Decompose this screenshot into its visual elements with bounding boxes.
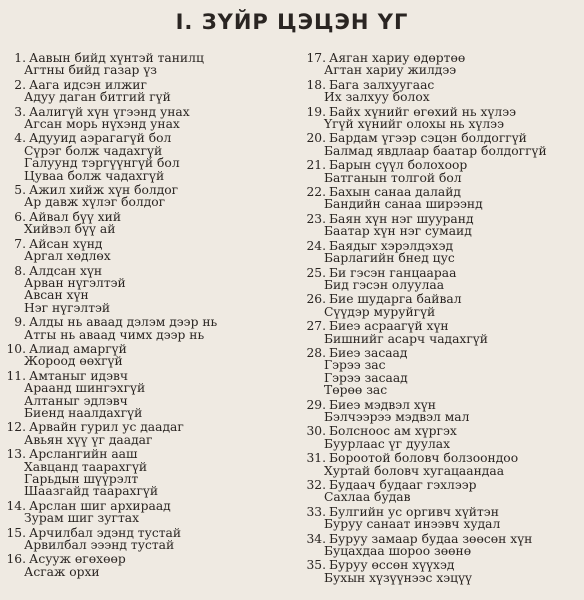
proverb-line — [6, 485, 288, 497]
page-title: I. ЗҮЙР ЦЭЦЭН ҮГ — [175, 10, 409, 34]
proverb-text: Биеэ мэдвэл хүн — [329, 397, 436, 412]
proverb-text: Их залхуу болох — [324, 90, 430, 105]
proverb-entry — [6, 316, 288, 341]
proverb-text: Алтаныг эдлэвч — [24, 393, 128, 408]
proverb-line — [306, 572, 582, 584]
proverb-number: 26. — [306, 292, 326, 307]
proverb-text: Буцахдаа шороо зөөнө — [324, 544, 472, 559]
proverb-text: Адууид аэрагагүй бол — [29, 131, 172, 146]
proverb-line — [306, 252, 582, 264]
proverb-line — [306, 198, 582, 210]
proverb-text: Агтан хариу жилдээ — [324, 63, 457, 78]
proverb-entry — [306, 533, 582, 558]
proverb-text: Агсан морь нүхэнд унах — [24, 117, 180, 132]
proverb-entry — [6, 265, 288, 315]
proverb-text: Гэрээ засаад — [324, 370, 408, 385]
proverb-text: Батганын толгой бол — [324, 170, 462, 185]
proverb-text: Алиад амаргүй — [29, 341, 127, 356]
proverb-text: Адуу даган битгий гүй — [24, 90, 171, 105]
proverb-text: Аалигүй хүн үгээнд унах — [29, 104, 190, 119]
proverb-line — [306, 518, 582, 530]
proverb-text: Буурлаас үг дуулах — [324, 436, 451, 451]
proverb-text: Авсан хүн — [24, 288, 89, 303]
proverb-text: Сүүдэр муруйгүй — [324, 304, 436, 319]
proverb-entry — [6, 132, 288, 182]
proverb-line — [6, 407, 288, 419]
proverb-line — [6, 91, 288, 103]
proverb-text: Арчилбал эдэнд тустай — [29, 525, 182, 540]
proverb-text: Барын сүүл болохоор — [329, 158, 468, 173]
proverb-number: 15. — [6, 525, 26, 540]
proverb-text: Бороотой боловч болзоондоо — [329, 451, 519, 466]
proverb-text: Бага залхуугаас — [329, 77, 435, 92]
proverb-text: Будаач будааг гэхлээр — [329, 478, 477, 492]
proverb-number: 20. — [306, 131, 326, 146]
proverb-number: 25. — [306, 265, 326, 280]
proverb-line — [306, 118, 582, 130]
proverb-text: Айсан хүнд — [29, 236, 103, 251]
proverb-entry — [306, 159, 582, 184]
proverb-entry — [306, 293, 582, 318]
proverb-text: Баатар хүн нэг сумаид — [324, 224, 472, 239]
proverb-number: 29. — [306, 397, 326, 412]
proverb-text: Буруу өссөн хүүхэд — [329, 558, 455, 573]
proverb-number: 32. — [306, 478, 326, 492]
proverb-text: Галуунд тэргүүнгүй бол — [24, 156, 180, 171]
proverb-text: Барлагийн бнед цус — [324, 251, 455, 266]
proverb-entry — [306, 347, 582, 397]
proverb-line — [6, 355, 288, 367]
proverb-text: Агтны бийд газар үз — [24, 63, 157, 78]
proverb-number: 13. — [6, 447, 26, 462]
proverb-line — [6, 566, 288, 578]
proverb-entry — [306, 559, 582, 584]
proverb-entry — [6, 527, 288, 552]
proverb-text: Асууж өгөхөөр — [29, 552, 126, 567]
proverb-entry — [6, 343, 288, 368]
proverb-text: Буруу замаар будаа зөөсөн хүн — [329, 531, 533, 546]
proverb-entry — [6, 79, 288, 104]
proverb-number: 30. — [306, 424, 326, 439]
proverb-text: Айвал бүү хий — [29, 209, 122, 224]
proverb-line — [306, 64, 582, 76]
proverb-text: Алды нь аваад дэлэм дээр нь — [29, 315, 218, 330]
proverb-text: Ар давж хүлэг болдог — [24, 195, 166, 210]
proverb-text: Араанд шингэхгүй — [24, 381, 146, 396]
proverb-entry — [306, 52, 582, 77]
proverb-text: Атгы нь аваад чимх дээр нь — [24, 327, 205, 342]
proverb-number: 7. — [14, 236, 26, 251]
proverb-number: 17. — [306, 51, 326, 65]
proverb-number: 2. — [14, 77, 26, 92]
proverb-number: 18. — [306, 77, 326, 92]
right-column — [306, 52, 582, 586]
proverb-text: Булгийн ус оргивч хүйтэн — [329, 504, 499, 519]
proverb-number: 9. — [14, 315, 26, 330]
proverb-line — [6, 196, 288, 208]
proverb-number: 14. — [6, 498, 26, 513]
proverb-number: 33. — [306, 504, 326, 519]
proverb-line — [306, 333, 582, 345]
proverb-line — [6, 118, 288, 130]
proverb-entry — [6, 184, 288, 209]
proverb-number: 16. — [6, 552, 26, 567]
proverb-text: Амтаныг идэвч — [29, 368, 129, 383]
proverb-line — [6, 64, 288, 76]
proverb-entry — [306, 506, 582, 531]
proverb-text: Асгаж орхи — [24, 564, 100, 579]
proverb-text: Бандийн санаа ширээнд — [324, 197, 483, 212]
proverb-line — [6, 223, 288, 235]
proverb-entry — [6, 106, 288, 131]
proverb-number: 31. — [306, 451, 326, 466]
proverb-line — [306, 91, 582, 103]
proverb-entry — [306, 425, 582, 450]
proverb-text: Аяган хариу өдөртөө — [329, 51, 466, 65]
proverb-text: Арван нүгэлтэй — [24, 275, 126, 290]
proverb-text: Аага идсэн илжиг — [29, 77, 147, 92]
proverb-text: Хийвэл бүү ай — [24, 222, 116, 237]
proverb-line — [306, 465, 582, 477]
proverb-number: 27. — [306, 319, 326, 334]
proverb-entry — [6, 370, 288, 420]
proverb-text: Зурам шиг зугтах — [24, 511, 140, 526]
proverb-line — [306, 279, 582, 291]
proverb-text: Бие шударга байвал — [329, 292, 462, 307]
proverb-line — [6, 512, 288, 524]
proverb-line — [6, 250, 288, 262]
proverb-number: 6. — [14, 209, 26, 224]
proverb-text: Алдсан хүн — [29, 263, 103, 278]
proverb-text: Бэлчээрээ мэдвэл мал — [324, 409, 470, 424]
proverb-line — [6, 302, 288, 314]
proverb-number: 8. — [14, 263, 26, 278]
proverb-text: Хавцанд таарахгүй — [24, 459, 148, 474]
proverb-line — [306, 306, 582, 318]
proverb-text: Нэг нүгэлтэй — [24, 300, 111, 315]
left-column — [6, 52, 288, 580]
proverb-text: Авьян хүү үг даадаг — [24, 432, 153, 447]
proverb-text: Байх хүнийг өгөхий нь хүлээ — [329, 104, 516, 119]
proverb-text: Арслангийн ааш — [29, 447, 138, 462]
proverb-text: Төрөө зас — [324, 383, 388, 398]
proverb-line — [306, 411, 582, 423]
proverb-number: 12. — [6, 420, 26, 435]
proverb-line — [306, 438, 582, 450]
proverb-number: 5. — [14, 183, 26, 198]
proverb-entry — [6, 553, 288, 578]
proverb-number: 24. — [306, 238, 326, 253]
proverb-text: Би гэсэн ганцаараа — [329, 265, 457, 280]
proverb-text: Шаазгайд таарахгүй — [24, 484, 159, 499]
proverb-line — [6, 539, 288, 551]
proverb-number: 4. — [14, 131, 26, 146]
proverb-text: Сахлаа будав — [324, 490, 411, 505]
proverb-number: 22. — [306, 185, 326, 200]
proverb-entry — [306, 106, 582, 131]
proverb-text: Биеэ засаад — [329, 345, 408, 360]
proverb-text: Бид гэсэн олуулаа — [324, 277, 445, 292]
proverb-number: 10. — [6, 341, 26, 356]
proverb-text: Жороод өөхгүй — [24, 354, 123, 369]
proverb-line — [306, 172, 582, 184]
proverb-entry — [6, 52, 288, 77]
proverb-entry — [306, 452, 582, 477]
proverb-text: Хуртай боловч хугацаандаа — [324, 463, 505, 478]
proverb-text: Баядыг хэрэлдэхэд — [329, 238, 454, 253]
proverb-text: Болсноос ам хүргэх — [329, 424, 457, 439]
proverb-number: 23. — [306, 211, 326, 226]
proverb-entry — [306, 320, 582, 345]
proverb-text: Сүрэг болж чадахгүй — [24, 143, 163, 158]
proverb-line — [6, 170, 288, 182]
proverb-line — [306, 384, 582, 396]
proverb-line — [306, 491, 582, 503]
proverb-text: Биеэ асраагүй хүн — [329, 319, 449, 334]
proverb-number: 34. — [306, 531, 326, 546]
proverb-entry — [306, 267, 582, 292]
proverb-number: 21. — [306, 158, 326, 173]
proverb-text: Арвайн гурил ус даадаг — [29, 420, 184, 435]
proverb-text: Буруу санаат инээвч худал — [324, 517, 501, 532]
proverb-number: 19. — [306, 104, 326, 119]
proverb-text: Гэрээ зас — [324, 358, 386, 373]
proverb-text: Бухын хүзүүнээс хэцүү — [324, 570, 472, 585]
proverb-text: Бардам үгээр сэцэн болдоггүй — [329, 131, 527, 146]
proverb-number: 1. — [14, 51, 26, 65]
proverb-line — [6, 434, 288, 446]
proverb-entry — [306, 186, 582, 211]
proverb-number: 3. — [14, 104, 26, 119]
proverb-text: Арслан шиг архираад — [29, 498, 171, 513]
proverb-text: Бишнийг асарч чадахгүй — [324, 331, 488, 346]
proverb-number: 35. — [306, 558, 326, 573]
proverb-number: 28. — [306, 345, 326, 360]
proverb-text: Аргал хөдлөх — [24, 249, 111, 264]
proverb-line — [306, 225, 582, 237]
proverb-text: Үгүй хүнийг олохы нь хүлээ — [324, 117, 504, 132]
proverb-entry — [306, 399, 582, 424]
proverb-text: Бахын санаа далайд — [329, 185, 461, 200]
proverb-entry — [306, 240, 582, 265]
proverb-line — [6, 329, 288, 341]
proverb-entry — [306, 79, 582, 104]
proverb-text: Аавын бийд хүнтэй танилц — [29, 51, 204, 65]
proverb-entry — [306, 213, 582, 238]
proverb-entry — [6, 211, 288, 236]
proverb-number: 11. — [6, 368, 26, 383]
proverb-entry — [6, 238, 288, 263]
proverb-entry — [6, 421, 288, 446]
proverb-text: Гарьдын шүүрэлт — [24, 472, 139, 486]
proverb-line — [306, 545, 582, 557]
proverb-line — [306, 145, 582, 157]
proverb-entry — [306, 132, 582, 157]
proverb-text: Арвилбал эээнд тустай — [24, 538, 175, 553]
proverb-entry — [6, 448, 288, 498]
proverb-entry — [306, 479, 582, 504]
proverb-text: Биенд наалдахгүй — [24, 405, 143, 420]
proverb-text: Цуваа болж чадахгүй — [24, 168, 165, 183]
proverb-text: Баян хүн нэг шууранд — [329, 211, 474, 226]
proverb-text: Ажил хийж хүн болдог — [29, 183, 179, 198]
proverb-text: Балмад явдлаар баатар болдоггүй — [324, 143, 547, 158]
proverb-entry — [6, 500, 288, 525]
